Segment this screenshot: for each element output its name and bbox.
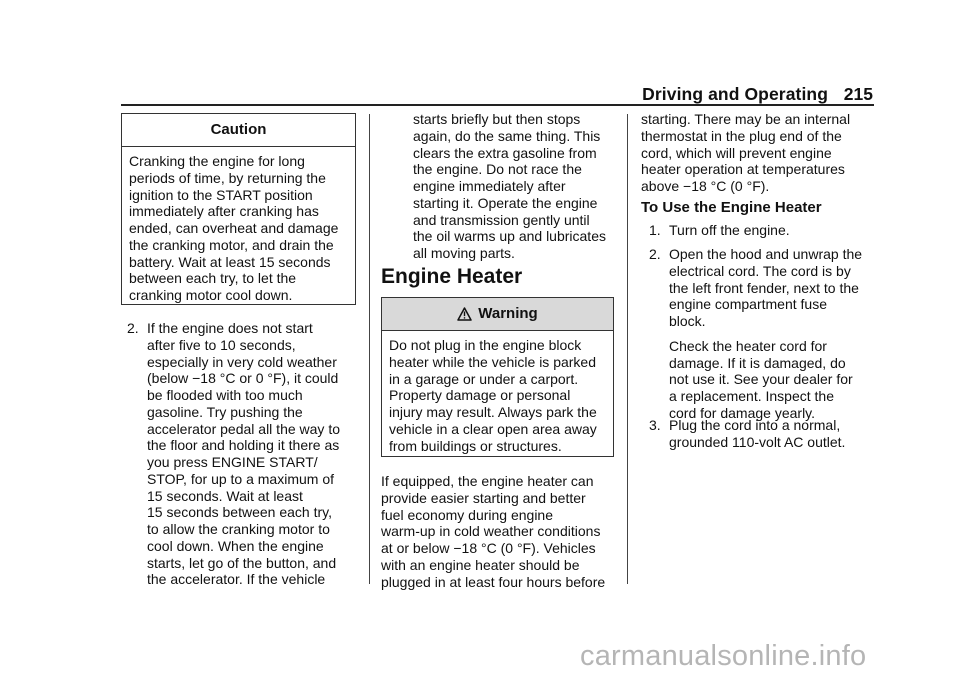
step-line: the floor and holding it there as	[147, 437, 340, 454]
step-line: after five to 10 seconds,	[147, 336, 296, 353]
step-text	[669, 417, 845, 451]
text-line: fuel economy during engine	[381, 506, 554, 523]
caution-line: ended, can overheat and damage	[129, 220, 339, 236]
step-line: electrical cord. The cord is by	[669, 262, 851, 279]
section-header-title: Driving and Operating	[642, 84, 828, 104]
header-rule	[121, 104, 874, 106]
step-number: 3.	[649, 417, 661, 433]
step-line: (below −18 °C or 0 °F), it could	[147, 370, 339, 387]
text-line: plugged in at least four hours before	[381, 573, 606, 590]
caution-line: periods of time, by returning the	[129, 169, 326, 186]
step-line: gasoline. Try pushing the	[147, 403, 303, 420]
text-line: starting. There may be an internal	[641, 111, 851, 127]
intro-continuation	[641, 111, 877, 195]
warning-box	[381, 297, 614, 457]
caution-line: battery. Wait at least 15 seconds	[129, 253, 331, 270]
text-line: warm-up in cold weather conditions	[381, 523, 601, 540]
warning-text	[382, 331, 613, 454]
text-line: above −18 °C (0 °F).	[641, 178, 770, 194]
step-line: especially in very cold weather	[147, 353, 337, 370]
step-line: not use it. See your dealer for	[669, 371, 853, 388]
step-line: the accelerator. If the vehicle	[147, 571, 326, 588]
engine-heater-intro	[381, 473, 621, 590]
warning-header	[382, 298, 613, 331]
caution-title: Caution	[122, 114, 355, 147]
text-line: with an engine heater should be	[381, 556, 580, 573]
step-line: engine compartment fuse	[669, 296, 827, 313]
caution-line: ignition to the START position	[129, 186, 313, 203]
text-line: clears the extra gasoline from	[413, 144, 597, 161]
warning-line: from buildings or structures.	[389, 437, 562, 454]
text-line: at or below −18 °C (0 °F). Vehicles	[381, 540, 596, 556]
step-line: Check the heater cord for	[669, 337, 827, 354]
step-line: Open the hood and unwrap the	[669, 246, 863, 262]
warning-title: Warning	[478, 305, 538, 322]
warning-line: injury may result. Always park the	[389, 404, 597, 420]
caution-line: Cranking the engine for long	[129, 153, 305, 169]
step-line: 15 seconds between each try,	[147, 504, 332, 521]
text-line: cord, which will prevent engine	[641, 144, 832, 161]
list-item-step-3	[649, 417, 875, 457]
step-line: STOP, for up to a maximum of	[147, 470, 335, 487]
caution-line: cranking motor cool down.	[129, 287, 293, 303]
page-number: 215	[843, 84, 873, 104]
caution-line: between each try, to let the	[129, 270, 297, 287]
step-line: block.	[669, 313, 706, 329]
step-text	[147, 320, 340, 588]
text-line: thermostat in the plug end of the	[641, 127, 842, 144]
step-text	[669, 222, 790, 239]
warning-triangle-icon	[457, 301, 472, 333]
warning-line: Do not plug in the engine block	[389, 337, 582, 353]
step-text	[669, 246, 862, 422]
step-line: accelerator pedal all the way to	[147, 420, 340, 437]
watermark-text: carmanualsonline.info	[580, 640, 867, 672]
list-item-step-2	[649, 246, 875, 421]
list-item-step-1	[649, 222, 875, 240]
warning-line: heater while the vehicle is parked	[389, 353, 597, 370]
step-line: grounded 110-volt AC outlet.	[669, 433, 846, 450]
column-divider-1	[369, 114, 370, 584]
step-line: be flooded with too much	[147, 387, 303, 403]
text-line: starts briefly but then stops	[413, 111, 581, 127]
list-item-step-2	[127, 320, 357, 590]
text-line: the engine. Do not race the	[413, 161, 582, 178]
warning-line: vehicle in a clear open area away	[389, 420, 597, 437]
step-line: Plug the cord into a normal,	[669, 417, 841, 433]
text-line: If equipped, the engine heater can	[381, 473, 594, 489]
text-line: the oil warms up and lubricates	[413, 228, 606, 245]
text-line: and transmission gently until	[413, 211, 590, 228]
caution-line: immediately after cranking has	[129, 203, 319, 220]
step-line: damage. If it is damaged, do	[669, 354, 846, 371]
caution-box	[121, 113, 356, 305]
warning-line: Property damage or personal	[389, 387, 571, 404]
step-number: 1.	[649, 222, 661, 238]
step-line: cool down. When the engine	[147, 537, 324, 554]
caution-text	[122, 147, 355, 304]
step-number: 2.	[649, 246, 661, 262]
text-line: heater operation at temperatures	[641, 161, 845, 178]
step-continuation	[413, 111, 623, 262]
text-line: all moving parts.	[413, 245, 515, 261]
section-title-engine-heater: Engine Heater	[381, 265, 523, 288]
warning-line: in a garage or under a carport.	[389, 370, 579, 387]
text-line: engine immediately after	[413, 178, 566, 194]
step-line: a replacement. Inspect the	[669, 388, 834, 404]
step-line: to allow the cranking motor to	[147, 521, 330, 537]
text-line: provide easier starting and better	[381, 489, 586, 506]
caution-line: the cranking motor, and drain the	[129, 236, 334, 253]
step-line: you press ENGINE START/	[147, 454, 318, 470]
column-divider-2	[627, 114, 628, 584]
step-line: cord for damage yearly.	[669, 404, 816, 421]
text-line: again, do the same thing. This	[413, 127, 601, 144]
step-line: 15 seconds. Wait at least	[147, 487, 303, 504]
text-line: starting it. Operate the engine	[413, 194, 598, 211]
step-line: the left front fender, next to the	[669, 279, 859, 296]
step-number: 2.	[127, 320, 139, 336]
step-line: starts, let go of the button, and	[147, 554, 337, 571]
step-line: If the engine does not start	[147, 320, 313, 336]
subheading-use-engine-heater: To Use the Engine Heater	[641, 199, 822, 216]
step-line	[669, 330, 862, 338]
step-line: Turn off the engine.	[669, 222, 790, 238]
